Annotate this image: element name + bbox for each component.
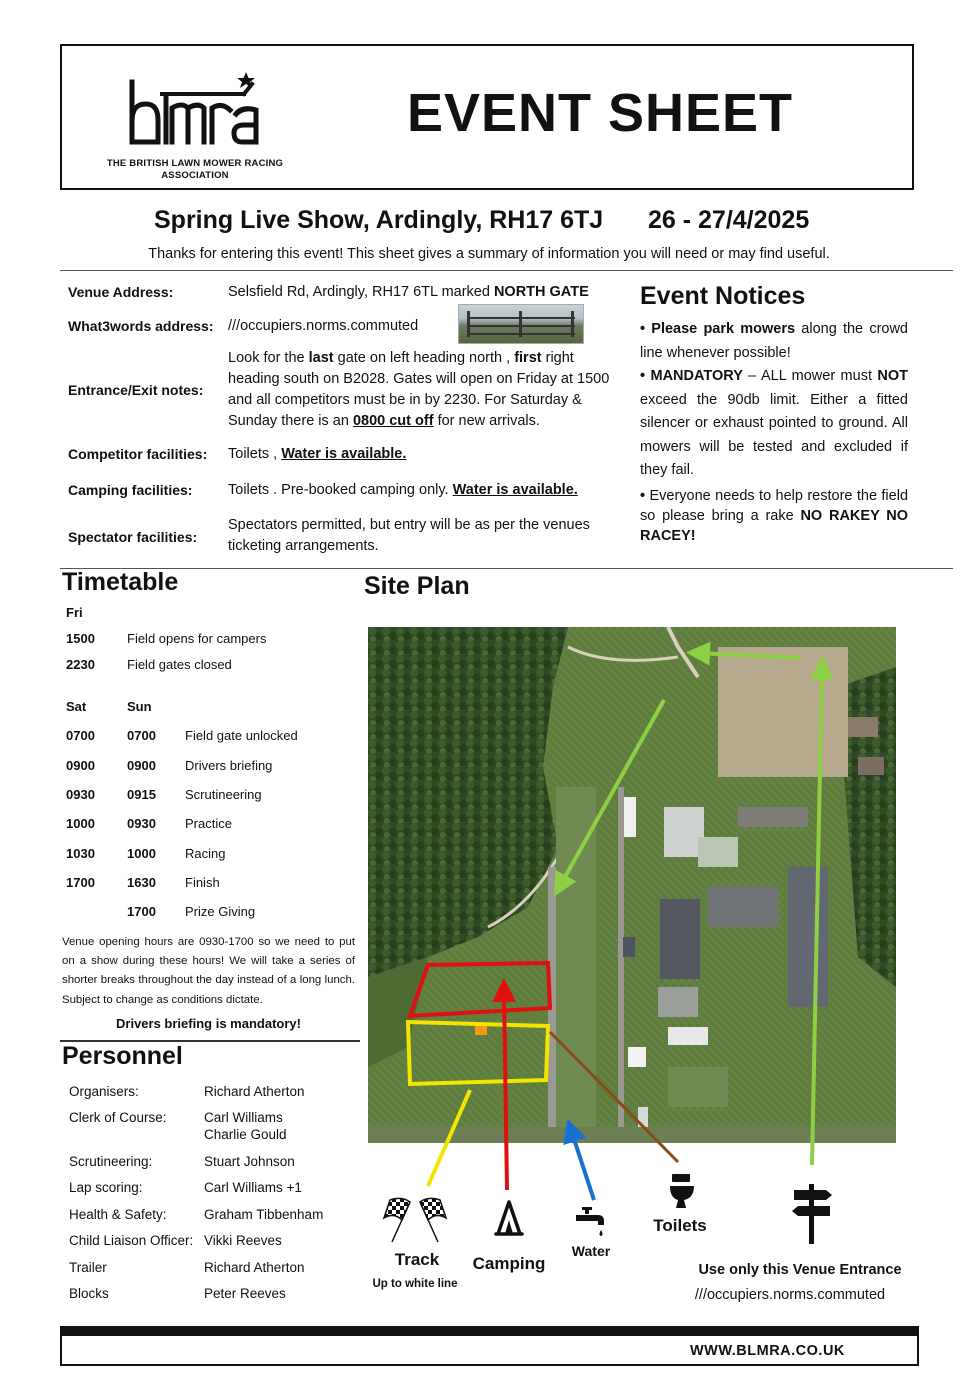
personnel-role: Blocks [69,1286,109,1301]
timetable-time: 1500 [66,631,95,646]
logo-subtitle-line1: THE BRITISH LAWN MOWER RACING [106,158,284,169]
timetable-sun-time: 1000 [127,846,156,861]
timetable-sun-time: 0900 [127,758,156,773]
timetable-event: Finish [185,875,220,890]
timetable-sat-label: Sat [66,699,87,714]
personnel-name: Richard Atherton [204,1084,305,1099]
personnel-name: Charlie Gould [204,1127,287,1142]
venue-address-value [228,282,626,303]
timetable-event: Field opens for campers [127,631,267,646]
notice-item: • Please park mowers along the crowd line whenever possible! [640,321,908,361]
timetable-time: 2230 [66,657,95,672]
timetable-sat-time: 0900 [66,758,95,773]
legend-entrance-w3w: ///occupiers.norms.commuted [694,1287,886,1303]
personnel-name: Carl Williams +1 [204,1180,302,1195]
timetable-event: Scrutineering [185,787,262,802]
notice-item: • MANDATORY – ALL mower must NOT exceed the 90db limit. Either a fitted silencer or exhaust pointed to ground. All mowers will be tested and excluded if they fail. [640,368,908,478]
personnel-name: Vikki Reeves [204,1233,282,1248]
legend-water-label: Water [571,1243,611,1259]
divider [60,270,953,271]
personnel-role: Trailer [69,1260,107,1275]
timetable-event: Drivers briefing [185,758,273,773]
timetable-sat-time: 1700 [66,875,95,890]
page-title: EVENT SHEET [406,83,794,143]
site-plan-title: Site Plan [364,572,470,600]
camping-label: Camping facilities: [68,482,193,498]
competitor-value: Toilets , Water is available. [228,446,407,462]
timetable-sat-time: 1030 [66,846,95,861]
footer-website-link[interactable]: WWW.BLMRA.CO.UK [690,1343,845,1359]
venue-address-text: Selsfield Rd, Ardingly, RH17 6TL marked [228,284,494,300]
event-dates: 26 - 27/4/2025 [648,206,810,234]
timetable-sun-time: 1630 [127,875,156,890]
signpost-icon [790,1182,834,1246]
personnel-name: Peter Reeves [204,1286,286,1301]
timetable-fri-label: Fri [66,605,83,620]
logo-subtitle-line2: ASSOCIATION [161,170,229,181]
timetable-title: Timetable [62,568,179,596]
legend-track-label: Track [394,1250,440,1269]
timetable-sat-time: 0700 [66,728,95,743]
timetable-sun-label: Sun [127,699,152,714]
timetable-sat-time: 0930 [66,787,95,802]
timetable-sun-time: 0930 [127,816,156,831]
timetable-sun-time: 1700 [127,904,156,919]
timetable-event: Prize Giving [185,904,256,919]
personnel-role: Lap scoring: [69,1180,143,1195]
entrance-value: Look for the last gate on left heading north , first right heading south on B2028. Gates will open on Friday at 1500 and all competitors must be in by 2230. For Saturday & Sunday there is an 0800 cut off for new arrivals. [228,350,610,429]
personnel-role: Health & Safety: [69,1207,167,1222]
site-plan-aerial-map [368,627,896,1143]
gate-photo [458,304,584,344]
intro-text: Thanks for entering this event! This sheet gives a summary of information you will need or may find useful. [148,246,830,262]
w3w-value: ///occupiers.norms.commuted [228,318,419,334]
venue-address-label: Venue Address: [68,284,174,300]
personnel-role: Organisers: [69,1084,139,1099]
chequered-flag-icon [380,1194,450,1244]
timetable-event: Field gate unlocked [185,728,298,743]
timetable-event: Practice [185,816,232,831]
personnel-role: Child Liaison Officer: [69,1233,194,1248]
venue-hours-note: Venue opening hours are 0930-1700 so we need to put on a show during these hours! We will take a series of shorter breaks throughout the day instead of a long lunch. Subject to change as conditions dictate. [62,936,355,1006]
notice-item: • Everyone needs to help restore the field so please bring a rake NO RAKEY NO RACEY! [640,487,909,544]
timetable-sat-time: 1000 [66,816,95,831]
legend-track-sublabel: Up to white line [372,1278,458,1290]
logo-subtitle [92,158,298,182]
footer-bar [60,1326,919,1336]
divider [60,568,953,569]
legend-entrance-label: Use only this Venue Entrance [698,1262,902,1278]
personnel-name: Graham Tibbenham [204,1207,324,1222]
timetable-event: Field gates closed [127,657,232,672]
personnel-title: Personnel [62,1042,183,1070]
notices-list [640,318,908,546]
personnel-role: Clerk of Course: [69,1110,167,1125]
legend-camping-label: Camping [472,1254,546,1273]
toilet-icon [668,1172,696,1210]
venue-address-gate: NORTH GATE [493,284,589,300]
water-tap-icon [574,1205,608,1241]
personnel-name: Stuart Johnson [204,1154,295,1169]
timetable-sun-time: 0915 [127,787,156,802]
event-title: Spring Live Show, Ardingly, RH17 6TJ [154,206,604,234]
competitor-label: Competitor facilities: [68,446,208,462]
briefing-mandatory-note: Drivers briefing is mandatory! [116,1016,301,1031]
camping-value: Toilets . Pre-booked camping only. Water is available. [228,482,578,498]
personnel-name: Richard Atherton [204,1260,305,1275]
w3w-label: What3words address: [68,318,214,334]
tent-icon [494,1198,524,1238]
spectator-value: Spectators permitted, but entry will be as per the venues ticketing arrangements. [228,517,590,554]
timetable-event: Racing [185,846,226,861]
personnel-name: Carl Williams [204,1110,283,1125]
legend-toilets-label: Toilets [653,1216,707,1235]
entrance-label: Entrance/Exit notes: [68,382,204,398]
timetable-sun-time: 0700 [127,728,156,743]
personnel-role: Scrutineering: [69,1154,153,1169]
notices-title: Event Notices [640,282,806,310]
spectator-label: Spectator facilities: [68,529,198,545]
